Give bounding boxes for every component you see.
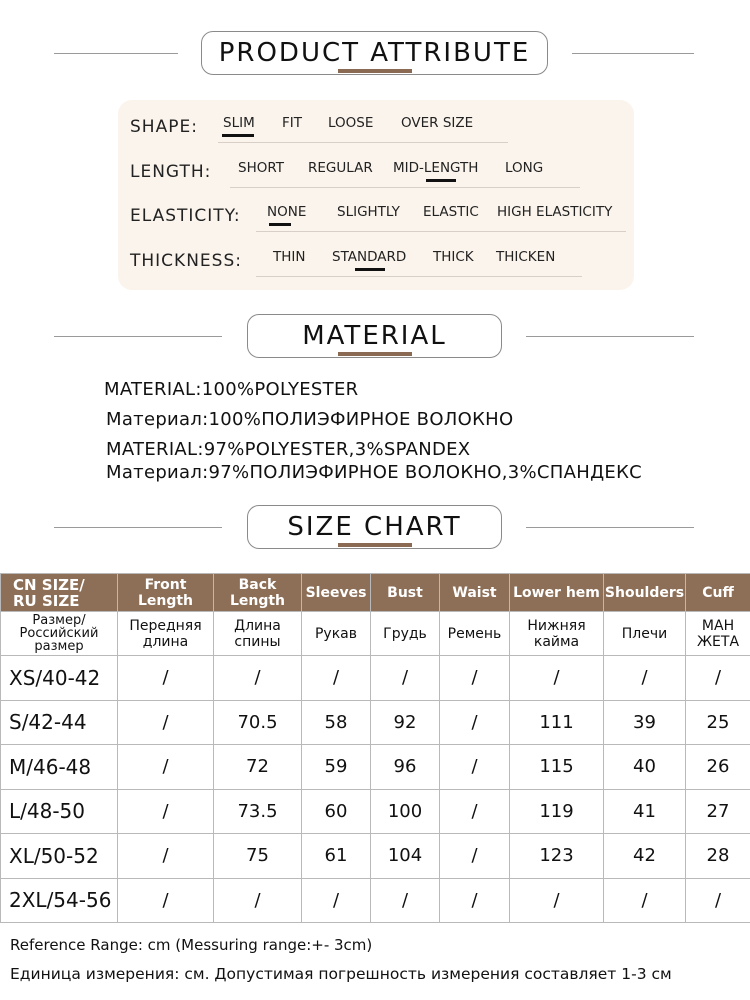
table-row (1, 700, 750, 745)
product-attribute-title: PRODUCT ATTRIBUTE (218, 38, 531, 68)
attribute-option: HIGH ELASTICITY (497, 204, 613, 220)
measurement-cell: / (440, 789, 510, 834)
size-chart-table (0, 573, 750, 923)
measurement-cell: 104 (371, 834, 440, 879)
measurement-cell: / (686, 656, 750, 701)
measurement-cell: / (214, 656, 302, 701)
attribute-label: SHAPE: (130, 117, 198, 137)
measurement-cell: / (302, 878, 371, 923)
divider-left (54, 53, 178, 54)
size-label-cell: XS/40-42 (1, 656, 118, 701)
measurement-cell: 60 (302, 789, 371, 834)
attribute-option: STANDARD (332, 249, 407, 265)
measurement-cell: / (440, 834, 510, 879)
column-header-ru-label: Грудь (383, 625, 427, 642)
divider-left (54, 527, 222, 528)
column-header (371, 574, 440, 612)
attribute-row-elasticity (130, 202, 630, 232)
measurement-cell: / (118, 878, 214, 923)
table-row (1, 834, 750, 879)
measurement-cell: 70.5 (214, 700, 302, 745)
size-label-cell: XL/50-52 (1, 834, 118, 879)
measurement-cell: / (118, 700, 214, 745)
attribute-option: SLIM (223, 115, 255, 131)
column-header-label: Back Length (229, 576, 286, 609)
measurement-cell: 26 (686, 745, 750, 790)
measurement-cell: / (510, 656, 604, 701)
column-header (1, 574, 118, 612)
measurement-cell: 28 (686, 834, 750, 879)
column-header-ru (440, 612, 510, 656)
material-header (0, 314, 750, 360)
attribute-option: ELASTIC (423, 204, 479, 220)
column-header-ru-label: Плечи (621, 625, 668, 642)
measurement-cell: / (440, 745, 510, 790)
attribute-option: THICKEN (496, 249, 556, 265)
attribute-option: REGULAR (308, 160, 373, 176)
measurement-cell: 92 (371, 700, 440, 745)
column-header-label: Bust (387, 584, 423, 601)
header-row-english (1, 574, 750, 612)
column-header-label: Shoulders (604, 584, 685, 601)
material-line: Материал:97%ПОЛИЭФИРНОЕ ВОЛОКНО,3%СПАНДЕКС (106, 462, 643, 483)
column-header (510, 574, 604, 612)
measurement-cell: 41 (604, 789, 686, 834)
title-accent-bar (338, 543, 412, 547)
attribute-label: ELASTICITY: (130, 206, 241, 226)
header-row-russian (1, 612, 750, 656)
material-title: MATERIAL (302, 321, 447, 351)
column-header-ru (510, 612, 604, 656)
attribute-label: THICKNESS: (130, 251, 242, 271)
measurement-cell: 115 (510, 745, 604, 790)
column-header-ru (371, 612, 440, 656)
table-row (1, 789, 750, 834)
measurement-cell: / (510, 878, 604, 923)
column-header-ru (214, 612, 302, 656)
measurement-cell: 73.5 (214, 789, 302, 834)
measurement-cell: 25 (686, 700, 750, 745)
table-row (1, 745, 750, 790)
column-header-ru-label: Ремень (447, 625, 502, 642)
attribute-option: THICK (433, 249, 474, 265)
attribute-panel (118, 100, 634, 290)
column-header-ru (302, 612, 371, 656)
measurement-cell: 72 (214, 745, 302, 790)
attribute-options (256, 247, 582, 277)
column-header (118, 574, 214, 612)
attribute-options (256, 202, 626, 232)
measurement-cell: 58 (302, 700, 371, 745)
material-title-box (247, 314, 502, 358)
size-label-cell: S/42-44 (1, 700, 118, 745)
divider-right (526, 527, 694, 528)
measurement-cell: 39 (604, 700, 686, 745)
column-header (604, 574, 686, 612)
product-attribute-title-box (201, 31, 548, 75)
attribute-option: LOOSE (328, 115, 374, 131)
material-line: MATERIAL:97%POLYESTER,3%SPANDEX (106, 439, 471, 460)
measurement-cell: / (118, 656, 214, 701)
measurement-cell: 59 (302, 745, 371, 790)
size-chart-title-box (247, 505, 502, 549)
attribute-option: LONG (505, 160, 544, 176)
column-header-ru-label: Передняя длина (129, 617, 202, 650)
column-header-ru (118, 612, 214, 656)
table-row (1, 878, 750, 923)
measurement-note-russian: Единица измерения: см. Допустимая погрешность измерения составляет 1-3 см (10, 965, 672, 983)
attribute-option: FIT (282, 115, 302, 131)
divider-left (54, 336, 222, 337)
measurement-cell: / (604, 878, 686, 923)
material-line: Материал:100%ПОЛИЭФИРНОЕ ВОЛОКНО (106, 409, 514, 430)
attribute-option: NONE (267, 204, 307, 220)
column-header-label: Lower hem (513, 584, 600, 601)
size-label-cell: L/48-50 (1, 789, 118, 834)
column-header-ru (604, 612, 686, 656)
title-accent-bar (338, 69, 412, 73)
size-label-cell: M/46-48 (1, 745, 118, 790)
attribute-option: SLIGHTLY (337, 204, 400, 220)
measurement-cell: 75 (214, 834, 302, 879)
title-accent-bar (338, 352, 412, 356)
column-header-label: Front Length (137, 576, 194, 609)
measurement-cell: / (302, 656, 371, 701)
measurement-cell: 96 (371, 745, 440, 790)
table-row (1, 656, 750, 701)
measurement-cell: 100 (371, 789, 440, 834)
column-header-ru-label: МАН ЖЕТА (696, 617, 740, 650)
attribute-row-length (130, 158, 630, 188)
selected-underline (426, 179, 456, 182)
measurement-cell: / (686, 878, 750, 923)
attribute-label: LENGTH: (130, 162, 212, 182)
material-line: MATERIAL:100%POLYESTER (104, 379, 359, 400)
column-header-label: Sleeves (305, 584, 367, 601)
measurement-cell: / (371, 878, 440, 923)
measurement-cell: 111 (510, 700, 604, 745)
size-table-body (1, 656, 750, 923)
measurement-cell: / (214, 878, 302, 923)
attribute-options (230, 158, 580, 188)
column-header-ru-label: Рукав (314, 625, 357, 642)
measurement-cell: 27 (686, 789, 750, 834)
measurement-cell: / (118, 834, 214, 879)
selected-underline (269, 223, 291, 226)
divider-right (526, 336, 694, 337)
measurement-cell: 123 (510, 834, 604, 879)
attribute-option: THIN (273, 249, 306, 265)
column-header (214, 574, 302, 612)
measurement-cell: / (371, 656, 440, 701)
measurement-cell: / (118, 789, 214, 834)
measurement-cell: 40 (604, 745, 686, 790)
measurement-cell: / (440, 656, 510, 701)
product-attribute-header (0, 31, 750, 77)
column-header-label: Waist (452, 584, 497, 601)
column-header-ru (1, 612, 118, 656)
column-header-ru-label: Нижняя кайма (527, 617, 586, 650)
column-header (440, 574, 510, 612)
measurement-cell: / (118, 745, 214, 790)
attribute-options (218, 113, 508, 143)
attribute-option: SHORT (238, 160, 284, 176)
size-label-cell: 2XL/54-56 (1, 878, 118, 923)
measurement-cell: 42 (604, 834, 686, 879)
column-header-ru-label: Длина спины (234, 617, 281, 650)
column-header (686, 574, 750, 612)
column-header (302, 574, 371, 612)
measurement-cell: 61 (302, 834, 371, 879)
selected-underline (355, 268, 385, 271)
attribute-row-shape (130, 113, 630, 143)
attribute-row-thickness (130, 247, 630, 277)
size-chart-title: SIZE CHART (287, 512, 462, 542)
column-header-ru-label: Размер/ Российский размер (19, 613, 99, 654)
reference-range-note: Reference Range: cm (Messuring range:+- 3cm) (10, 936, 373, 954)
measurement-cell: / (604, 656, 686, 701)
column-header-ru (686, 612, 750, 656)
size-chart-header (0, 505, 750, 551)
selected-underline (222, 134, 254, 137)
measurement-cell: 119 (510, 789, 604, 834)
column-header-label: CN SIZE/ RU SIZE (13, 575, 85, 610)
attribute-option: OVER SIZE (401, 115, 474, 131)
measurement-cell: / (440, 878, 510, 923)
column-header-label: Cuff (702, 584, 734, 601)
divider-right (572, 53, 694, 54)
attribute-option: MID-LENGTH (393, 160, 479, 176)
measurement-cell: / (440, 700, 510, 745)
